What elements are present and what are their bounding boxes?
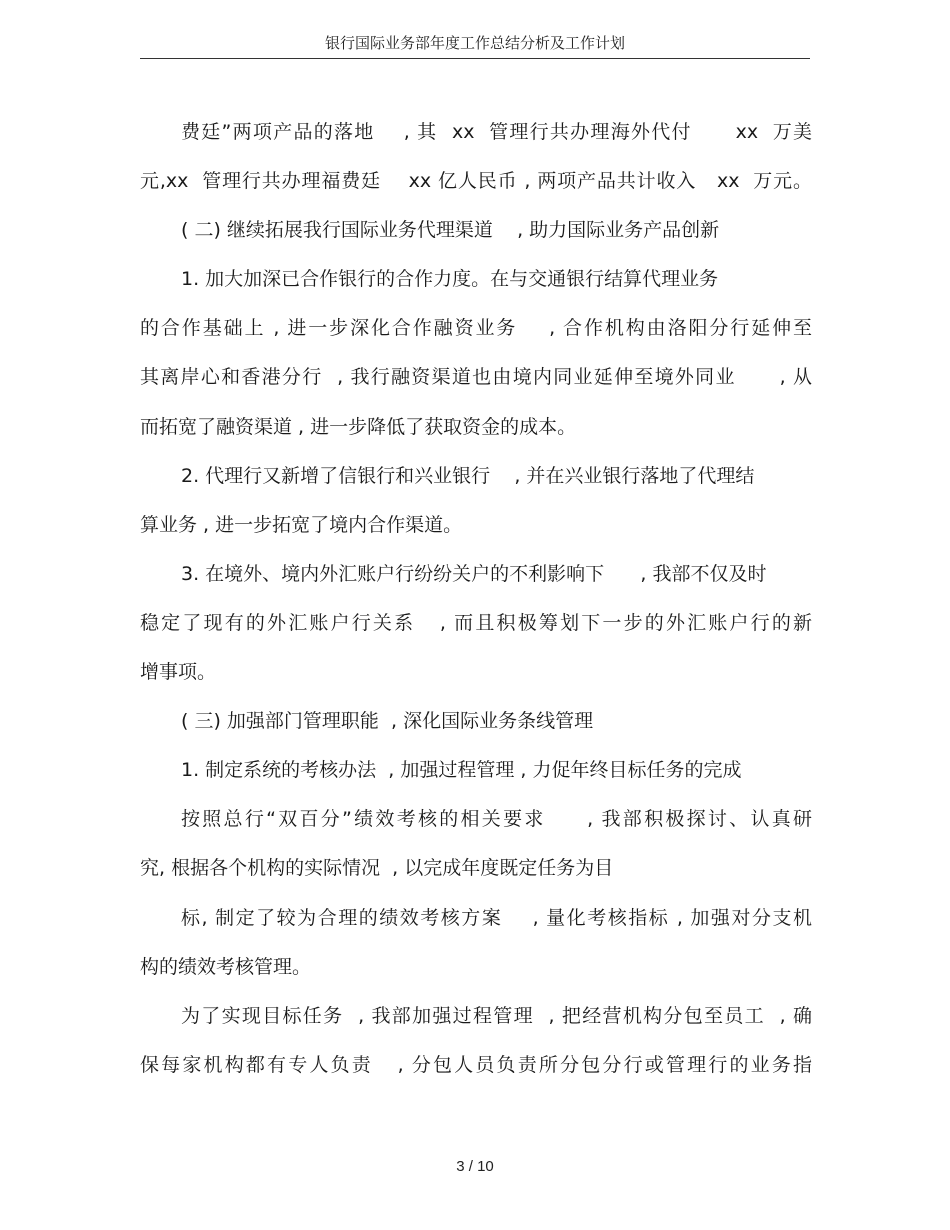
text-line: 究, 根据各个机构的实际情况 , 以完成年度既定任务为目	[140, 857, 614, 880]
section-heading: ( 二) 继续拓展我行国际业务代理渠道 , 助力国际业务产品创新	[181, 219, 720, 242]
text-line: 元,xx 管理行共办理福费廷 xx 亿人民币 , 两项产品共计收入 xx 万元。	[140, 170, 812, 193]
text-line: 1. 加大加深已合作银行的合作力度。在与交通银行结算代理业务	[181, 268, 719, 291]
page-number: 3 / 10	[456, 1158, 494, 1175]
page-footer	[0, 1156, 950, 1175]
text-line: 为了实现目标任务 , 我部加强过程管理 , 把经营机构分包至员工 , 确	[181, 1004, 812, 1027]
document-title: 银行国际业务部年度工作总结分析及工作计划	[324, 34, 625, 52]
text-line: 按照总行“双百分”绩效考核的相关要求 , 我部积极探讨、认真研	[181, 808, 812, 831]
text-line: 1. 制定系统的考核办法 , 加强过程管理 , 力促年终目标任务的完成	[181, 759, 742, 782]
page-header	[140, 30, 810, 59]
text-line: 2. 代理行又新增了信银行和兴业银行 , 并在兴业银行落地了代理结	[181, 464, 755, 487]
section-heading: ( 三) 加强部门管理职能 , 深化国际业务条线管理	[181, 710, 594, 733]
text-line: 稳定了现有的外汇账户行关系 , 而且积极筹划下一步的外汇账户行的新	[140, 611, 812, 634]
text-line: 标, 制定了较为合理的绩效考核方案 , 量化考核指标 , 加强对分支机	[181, 906, 812, 929]
text-line: 构的绩效考核管理。	[140, 955, 312, 978]
text-line: 费廷”两项产品的落地 , 其 xx 管理行共办理海外代付 xx 万美	[181, 121, 812, 143]
text-line: 的合作基础上 , 进一步深化合作融资业务 , 合作机构由洛阳分行延伸至	[140, 317, 812, 340]
text-line: 保每家机构都有专人负责 , 分包人员负责所分包分行或管理行的业务指	[140, 1053, 812, 1076]
text-line: 增事项。	[140, 661, 217, 684]
text-line: 而拓宽了融资渠道 , 进一步降低了获取资金的成本。	[140, 415, 577, 438]
text-line: 算业务 , 进一步拓宽了境内合作渠道。	[140, 513, 463, 536]
document-body	[140, 108, 812, 1090]
text-line: 3. 在境外、境内外汇账户行纷纷关户的不利影响下 , 我部不仅及时	[181, 562, 767, 585]
text-line: 其离岸心和香港分行 , 我行融资渠道也由境内同业延伸至境外同业 , 从	[140, 366, 812, 389]
